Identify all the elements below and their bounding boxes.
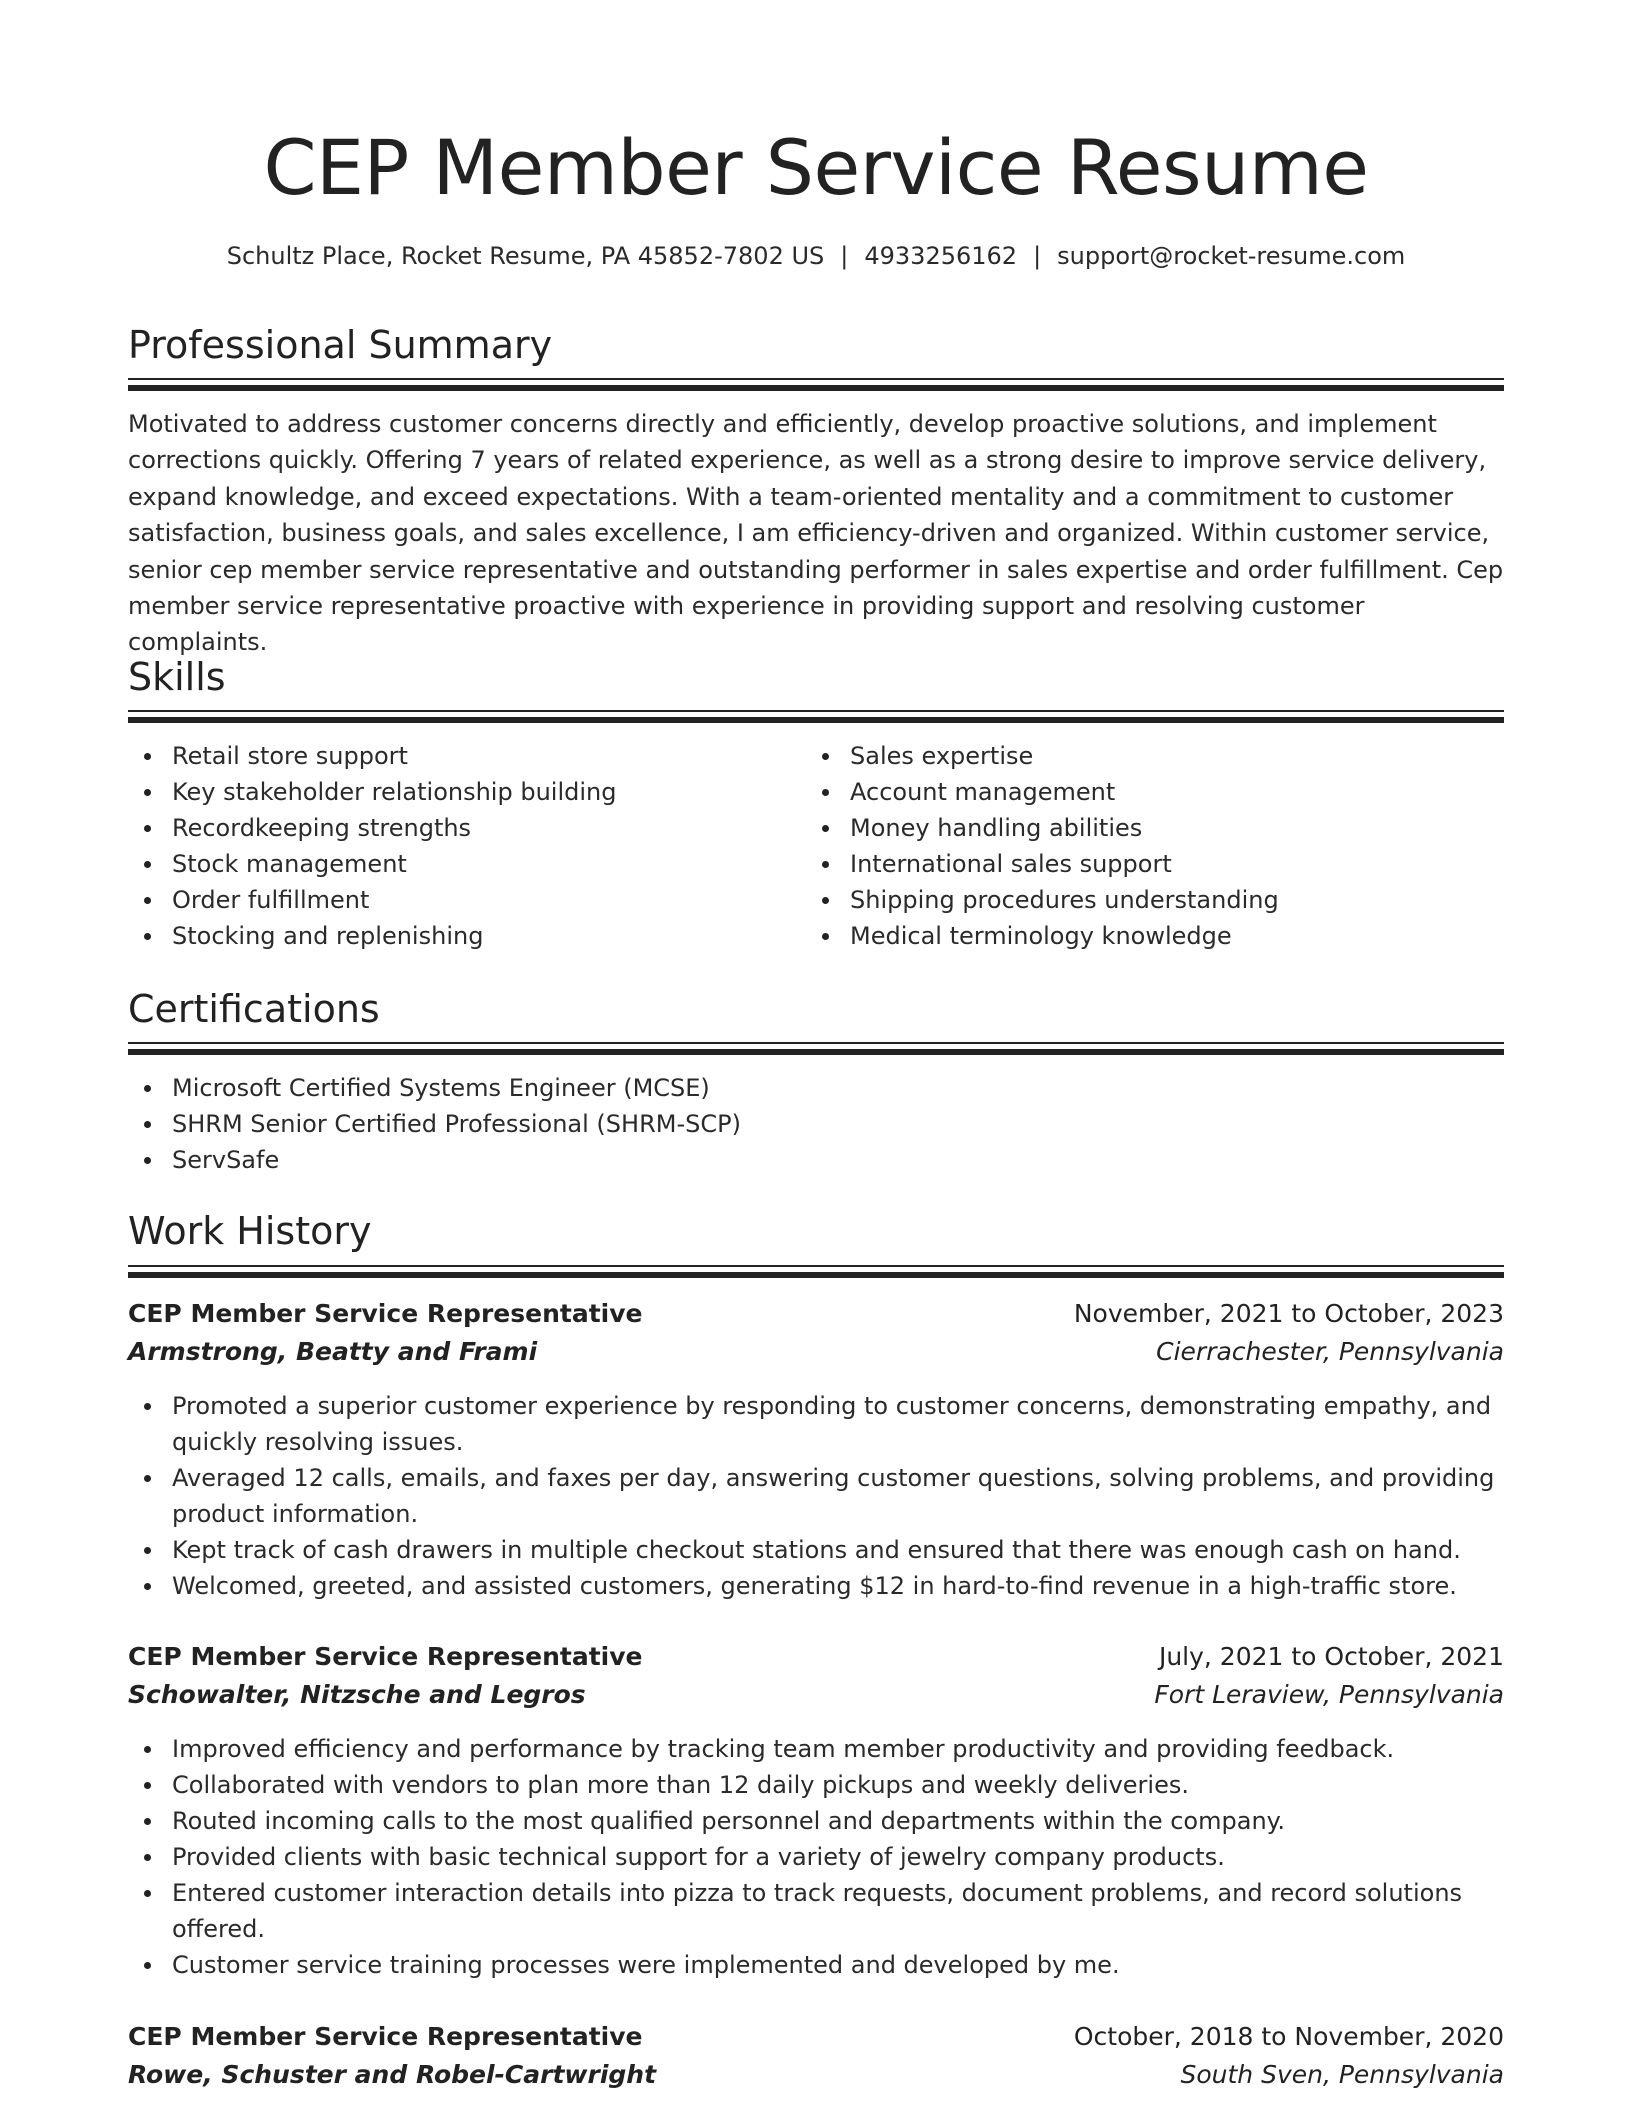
- section-divider: [128, 1042, 1504, 1057]
- job-header: [128, 2018, 1504, 2056]
- skill-item: International sales support: [806, 846, 1504, 882]
- job-bullets: [128, 1388, 1504, 1604]
- skill-item: Key stakeholder relationship building: [128, 774, 788, 810]
- certifications-heading: Certifications: [128, 987, 380, 1031]
- summary-heading: Professional Summary: [128, 323, 553, 367]
- skill-item: Account management: [806, 774, 1504, 810]
- job-bullet: Welcomed, greeted, and assisted customers, generating $12 in hard-to-find revenue in a high-traffic store.: [128, 1568, 1504, 1604]
- job-dates: October, 2018 to November, 2020: [1073, 2022, 1504, 2051]
- skill-item: Retail store support: [128, 738, 788, 774]
- job-location: Fort Leraview, Pennsylvania: [1154, 1680, 1504, 1709]
- resume-title: CEP Member Service Resume: [263, 123, 1369, 212]
- job-title: CEP Member Service Representative: [128, 1642, 643, 1671]
- job-bullet: Entered customer interaction details into pizza to track requests, document problems, and record solutions offered.: [128, 1875, 1504, 1947]
- job-bullet: Routed incoming calls to the most qualified personnel and departments within the company.: [128, 1803, 1504, 1839]
- skill-item: Medical terminology knowledge: [806, 918, 1504, 954]
- skill-item: Sales expertise: [806, 738, 1504, 774]
- skills-list-right: [806, 738, 1504, 954]
- skill-item: Money handling abilities: [806, 810, 1504, 846]
- section-divider: [128, 378, 1504, 393]
- job-bullet: Averaged 12 calls, emails, and faxes per day, answering customer questions, solving problems, and providing product information.: [128, 1460, 1504, 1532]
- job-bullets: [128, 1731, 1504, 1983]
- job-bullet: Customer service training processes were implemented and developed by me.: [128, 1947, 1504, 1983]
- skills-list-left: [128, 738, 788, 954]
- summary-text: Motivated to address customer concerns directly and efficiently, develop proactive solutions, and implement corrections quickly. Offering 7 years of related experience, as well as a strong desire to improve service delivery, expand knowledge, and exceed expectations. With a team-oriented mentality and a commitment to customer satisfaction, business goals, and sales excellence, I am efficiency-driven and organized. Within customer service, senior cep member service representative and outstanding performer in sales expertise and order fulfillment. Cep member service representative proactive with experience in providing support and resolving customer complaints.: [128, 410, 1504, 657]
- job-location: South Sven, Pennsylvania: [1180, 2060, 1504, 2089]
- job-header: [128, 1638, 1504, 1676]
- job-subheader: [128, 1333, 1504, 1371]
- job-company: Schowalter, Nitzsche and Legros: [128, 1680, 586, 1709]
- contact-separator: |: [840, 242, 849, 270]
- certification-item: Microsoft Certified Systems Engineer (MCSE): [128, 1070, 1504, 1106]
- job-title: CEP Member Service Representative: [128, 2022, 643, 2051]
- skill-item: Recordkeeping strengths: [128, 810, 788, 846]
- job-subheader: [128, 1676, 1504, 1714]
- section-divider: [128, 710, 1504, 725]
- section-divider: [128, 1265, 1504, 1280]
- job-bullet: Promoted a superior customer experience by responding to customer concerns, demonstrating empathy, and quickly resolving issues.: [128, 1388, 1504, 1460]
- contact-line: [128, 236, 1504, 276]
- job-header: [128, 1295, 1504, 1333]
- job-bullet: Collaborated with vendors to plan more than 12 daily pickups and weekly deliveries.: [128, 1767, 1504, 1803]
- job-bullet: Improved efficiency and performance by tracking team member productivity and providing feedback.: [128, 1731, 1504, 1767]
- job-dates: July, 2021 to October, 2021: [1158, 1642, 1504, 1671]
- job-company: Rowe, Schuster and Robel-Cartwright: [128, 2060, 657, 2089]
- job-bullet: Provided clients with basic technical support for a variety of jewelry company products.: [128, 1839, 1504, 1875]
- job-company: Armstrong, Beatty and Frami: [128, 1337, 538, 1366]
- skills-heading: Skills: [128, 655, 226, 699]
- job-subheader: [128, 2056, 1504, 2094]
- skill-item: Stock management: [128, 846, 788, 882]
- work-history-heading: Work History: [128, 1209, 372, 1253]
- job-title: CEP Member Service Representative: [128, 1299, 643, 1328]
- job-dates: November, 2021 to October, 2023: [1073, 1299, 1504, 1328]
- contact-email: support@rocket-resume.com: [1057, 242, 1406, 270]
- job-location: Cierrachester, Pennsylvania: [1156, 1337, 1504, 1366]
- skill-item: Stocking and replenishing: [128, 918, 788, 954]
- skill-item: Shipping procedures understanding: [806, 882, 1504, 918]
- certification-item: ServSafe: [128, 1142, 1504, 1178]
- job-bullet: Kept track of cash drawers in multiple checkout stations and ensured that there was enough cash on hand.: [128, 1532, 1504, 1568]
- contact-separator: |: [1033, 242, 1042, 270]
- contact-phone: 4933256162: [864, 242, 1018, 270]
- certifications-list: [128, 1070, 1504, 1178]
- certification-item: SHRM Senior Certified Professional (SHRM-SCP): [128, 1106, 1504, 1142]
- skill-item: Order fulfillment: [128, 882, 788, 918]
- contact-address: Schultz Place, Rocket Resume, PA 45852-7802 US: [226, 242, 825, 270]
